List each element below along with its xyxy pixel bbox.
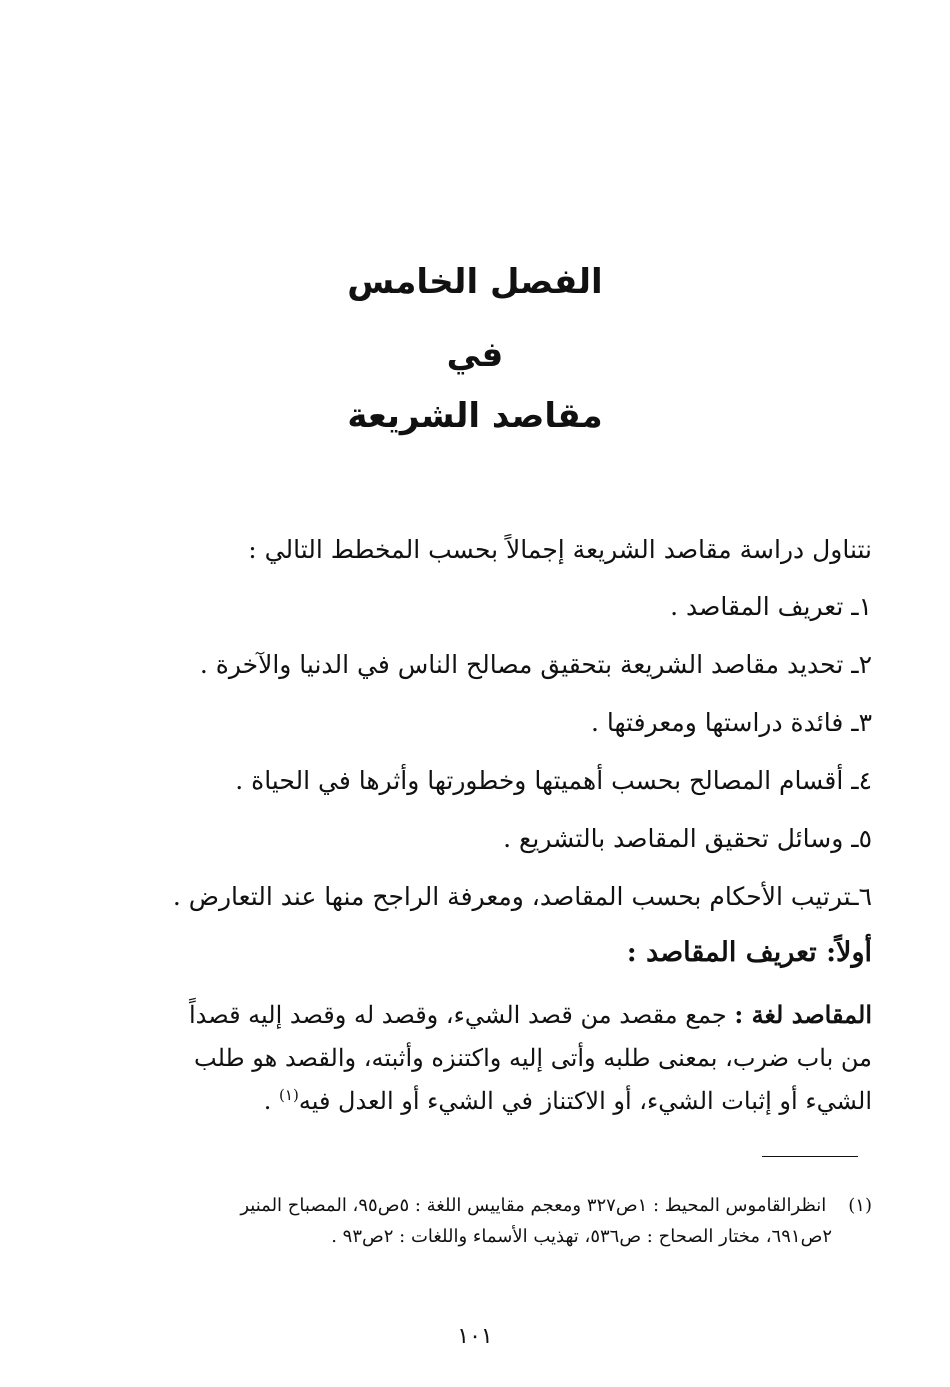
chapter-title-line-1: الفصل الخامس — [347, 262, 603, 302]
definition-line-2: من باب ضرب، بمعنى طلبه وأتى إليه واكتنزه وأثبته، والقصد هو طلب — [194, 1044, 872, 1072]
footnote-number: (١) — [848, 1195, 872, 1216]
footnote-separator — [762, 1156, 858, 1157]
footnote-line-2: ٢ص٦٩١، مختار الصحاح : ص٥٣٦، تهذيب الأسماء واللغات : ٢ص٩٣ . — [331, 1226, 832, 1247]
outline-item: ٦ـترتيب الأحكام بحسب المقاصد، ومعرفة الراجح منها عند التعارض . — [172, 882, 872, 911]
definition-line-3 — [112, 1080, 872, 1123]
outline-list — [112, 590, 872, 938]
definition-text-3: الشيء أو إثبات الشيء، أو الاكتناز في الشيء أو العدل فيه — [298, 1087, 872, 1115]
footnote-text-1: انظرالقاموس المحيط : ١ص٣٢٧ ومعجم مقاييس اللغة : ٥ص٩٥، المصباح المنير — [240, 1195, 827, 1216]
intro-paragraph: نتناول دراسة مقاصد الشريعة إجمالاً بحسب المخطط التالي : — [248, 535, 872, 564]
footnote-reference[interactable]: (١) — [279, 1086, 299, 1104]
definition-paragraph — [112, 993, 872, 1123]
definition-term: المقاصد لغة : — [734, 1000, 872, 1029]
chapter-title-line-2: في — [446, 335, 504, 375]
outline-item: ٥ـ وسائل تحقيق المقاصد بالتشريع . — [503, 824, 872, 853]
outline-item: ٤ـ أقسام المصالح بحسب أهميتها وخطورتها وأثرها في الحياة . — [235, 766, 872, 795]
footnote — [112, 1190, 872, 1252]
definition-line-1 — [112, 993, 872, 1037]
page-number: ١٠١ — [457, 1324, 493, 1349]
outline-item: ٢ـ تحديد مقاصد الشريعة بتحقيق مصالح الناس في الدنيا والآخرة . — [199, 650, 872, 679]
outline-item: ١ـ تعريف المقاصد . — [670, 592, 872, 621]
definition-end: . — [263, 1087, 280, 1115]
outline-item: ٣ـ فائدة دراستها ومعرفتها . — [591, 708, 872, 737]
chapter-title-line-3: مقاصد الشريعة — [347, 396, 603, 436]
footnote-line-1 — [112, 1190, 872, 1221]
section-heading: أولاً: تعريف المقاصد : — [626, 937, 872, 968]
definition-text-1: جمع مقصد من قصد الشيء، وقصد له وقصد إليه قصداً — [188, 1001, 727, 1029]
